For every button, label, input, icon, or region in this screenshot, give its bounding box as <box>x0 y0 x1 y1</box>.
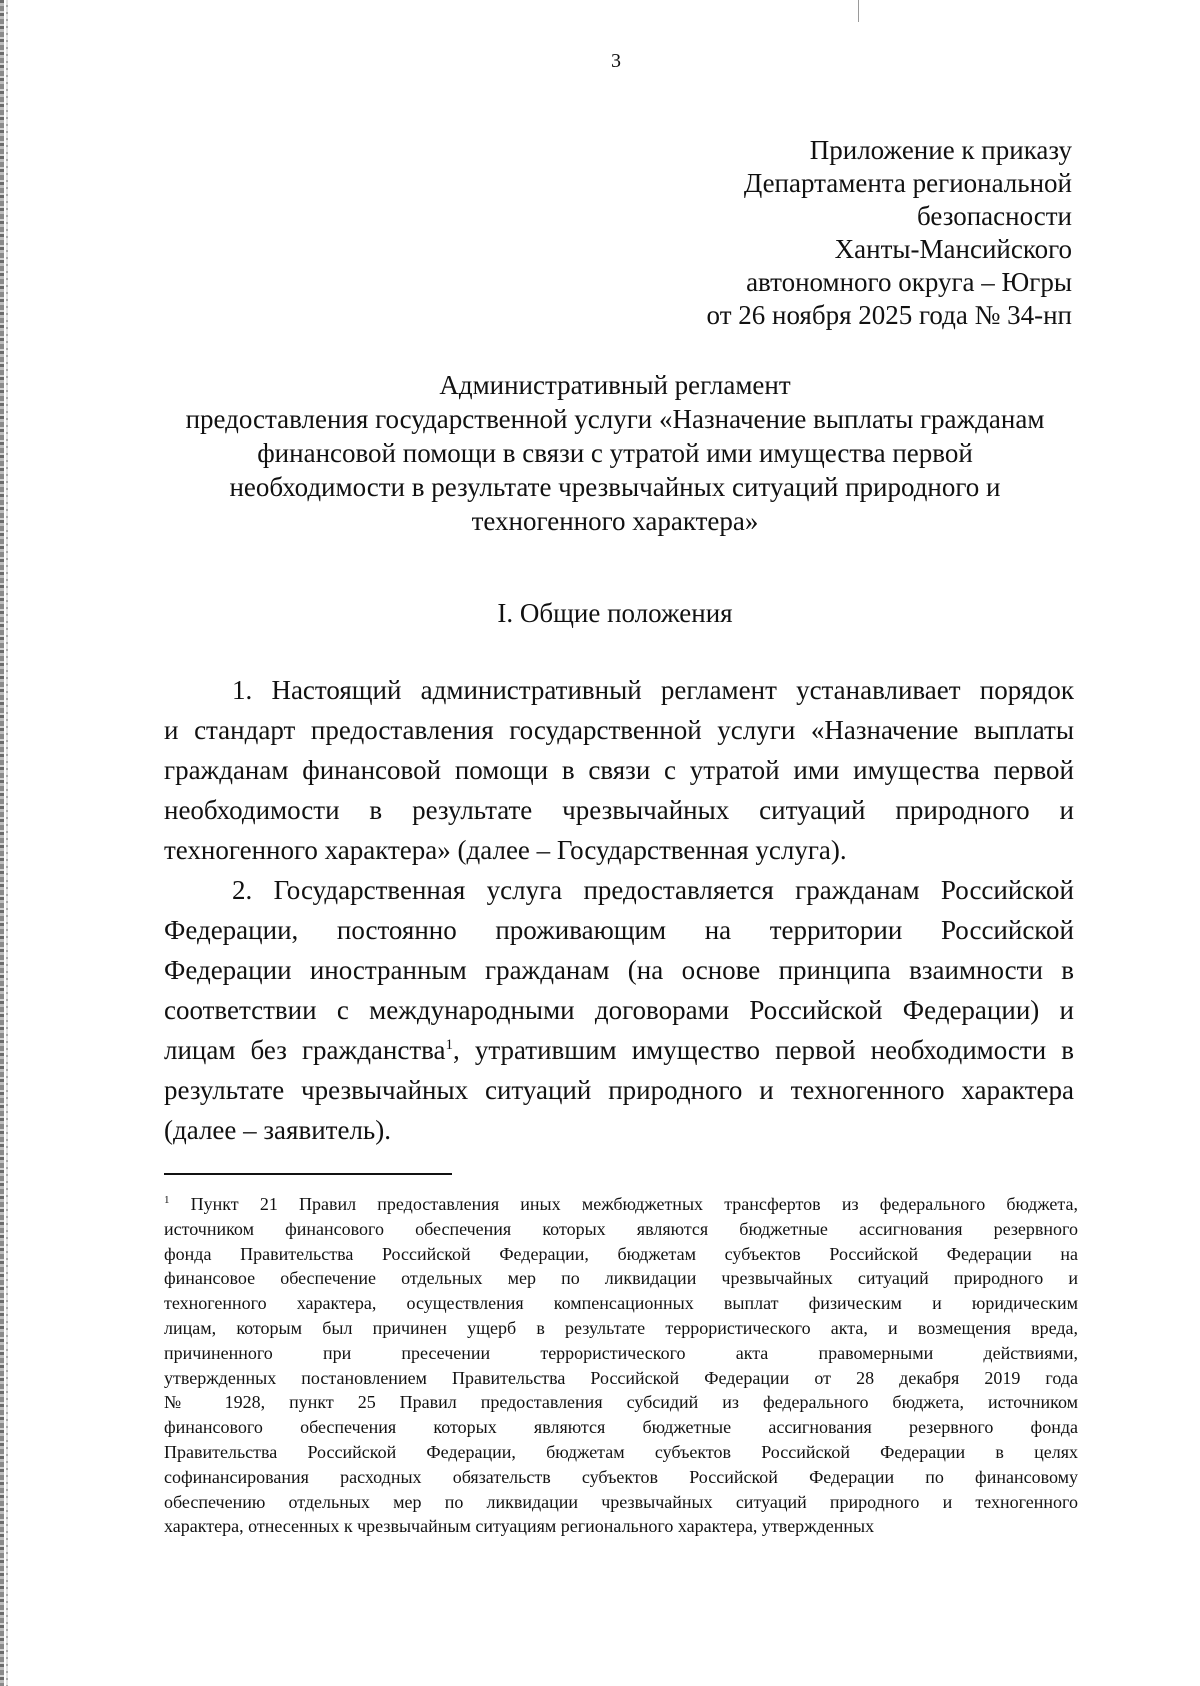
paragraph-line: техногенного характера» (далее – Государственная услуга). <box>164 835 847 865</box>
paragraph-line: соответствии с международными договорами Российской Федерации) и <box>164 995 1074 1025</box>
paragraph-1 <box>164 670 1074 870</box>
paragraph-text: , утратившим имущество первой необходимости в <box>453 1035 1074 1065</box>
approval-line: безопасности <box>917 201 1072 231</box>
scan-mark-top <box>858 0 859 22</box>
footnote-line: техногенного характера, осуществления компенсационных выплат физическим и юридическим <box>164 1293 1078 1314</box>
paragraph-line: Федерации, постоянно проживающим на территории Российской <box>164 915 1074 945</box>
footnote-marker: 1 <box>164 1194 170 1206</box>
scan-edge-left <box>0 0 4 1686</box>
paragraph-line: необходимости в результате чрезвычайных ситуаций природного и <box>164 795 1074 825</box>
title-line: необходимости в результате чрезвычайных ситуаций природного и <box>229 472 1001 502</box>
footnote-line: утвержденных постановлением Правительства Российской Федерации от 28 декабря 2019 года <box>164 1367 1078 1388</box>
footnote-line: Правительства Российской Федерации, бюджетам субъектов Российской Федерации в целях <box>164 1441 1078 1462</box>
scan-edge-left-inner <box>6 0 8 1686</box>
paragraph-text: лицам без гражданства <box>164 1035 446 1065</box>
approval-line: Департамента региональной <box>743 168 1072 198</box>
footnote-line: финансового обеспечения которых являются бюджетные ассигнования резервного фонда <box>164 1417 1078 1438</box>
paragraph-line: гражданам финансовой помощи в связи с утратой ими имущества первой <box>164 755 1074 785</box>
title-line: финансовой помощи в связи с утратой ими имущества первой <box>257 438 973 468</box>
section-heading: I. Общие положения <box>497 598 733 628</box>
paragraph-line: результате чрезвычайных ситуаций природного и техногенного характера <box>164 1075 1074 1105</box>
footnote-line <box>164 1192 1078 1217</box>
footnote-reference: 1 <box>445 1037 454 1053</box>
footnote-text: Пункт 21 Правил предоставления иных межбюджетных трансфертов из федерального бюджета, <box>169 1194 1078 1214</box>
paragraph-line: и стандарт предоставления государственной услуги «Назначение выплаты <box>164 715 1074 745</box>
paragraph-line: (далее – заявитель). <box>164 1115 391 1145</box>
title-line: Административный регламент <box>439 370 791 400</box>
paragraph-2 <box>164 870 1074 1150</box>
footnote-separator <box>164 1173 452 1175</box>
title-line: предоставления государственной услуги «Назначение выплаты гражданам <box>185 404 1045 434</box>
footnote-line: фонда Правительства Российской Федерации, бюджетам субъектов Российской Федерации на <box>164 1243 1078 1264</box>
footnote-line: финансовое обеспечение отдельных мер по ликвидации чрезвычайных ситуаций природного и <box>164 1268 1078 1289</box>
paragraph-line: Федерации иностранным гражданам (на основе принципа взаимности в <box>164 955 1074 985</box>
footnote-line: обеспечению отдельных мер по ликвидации чрезвычайных ситуаций природного и техногенного <box>164 1491 1078 1512</box>
approval-block <box>652 134 1072 332</box>
page-number: 3 <box>611 50 621 72</box>
approval-line: Приложение к приказу <box>809 135 1072 165</box>
paragraph-line: 2. Государственная услуга предоставляется гражданам Российской <box>232 875 1074 905</box>
approval-line: Ханты-Мансийского <box>834 234 1072 264</box>
footnote-line: причиненного при пресечении террористического акта правомерными действиями, <box>164 1342 1078 1363</box>
approval-line: автономного округа – Югры <box>746 267 1072 297</box>
footnote-line: лицам, которым был причинен ущерб в результате террористического акта, и возмещения вреда, <box>164 1317 1078 1338</box>
approval-line: от 26 ноября 2025 года № 34-нп <box>706 300 1072 330</box>
footnote-line: № 1928, пункт 25 Правил предоставления субсидий из федерального бюджета, источником <box>164 1392 1078 1413</box>
paragraph-line-with-footnote <box>164 1030 1074 1070</box>
footnote-line: характера, отнесенных к чрезвычайным ситуациям регионального характера, утвержденных <box>164 1516 875 1537</box>
footnote-line: источником финансового обеспечения которых являются бюджетные ассигнования резервного <box>164 1218 1078 1239</box>
footnote-line: софинансирования расходных обязательств субъектов Российской Федерации по финансовому <box>164 1466 1078 1487</box>
footnote <box>164 1192 1078 1539</box>
paragraph-line: 1. Настоящий административный регламент устанавливает порядок <box>232 675 1074 705</box>
title-line: техногенного характера» <box>471 506 759 536</box>
document-title <box>150 368 1080 538</box>
body-text <box>164 670 1074 1150</box>
